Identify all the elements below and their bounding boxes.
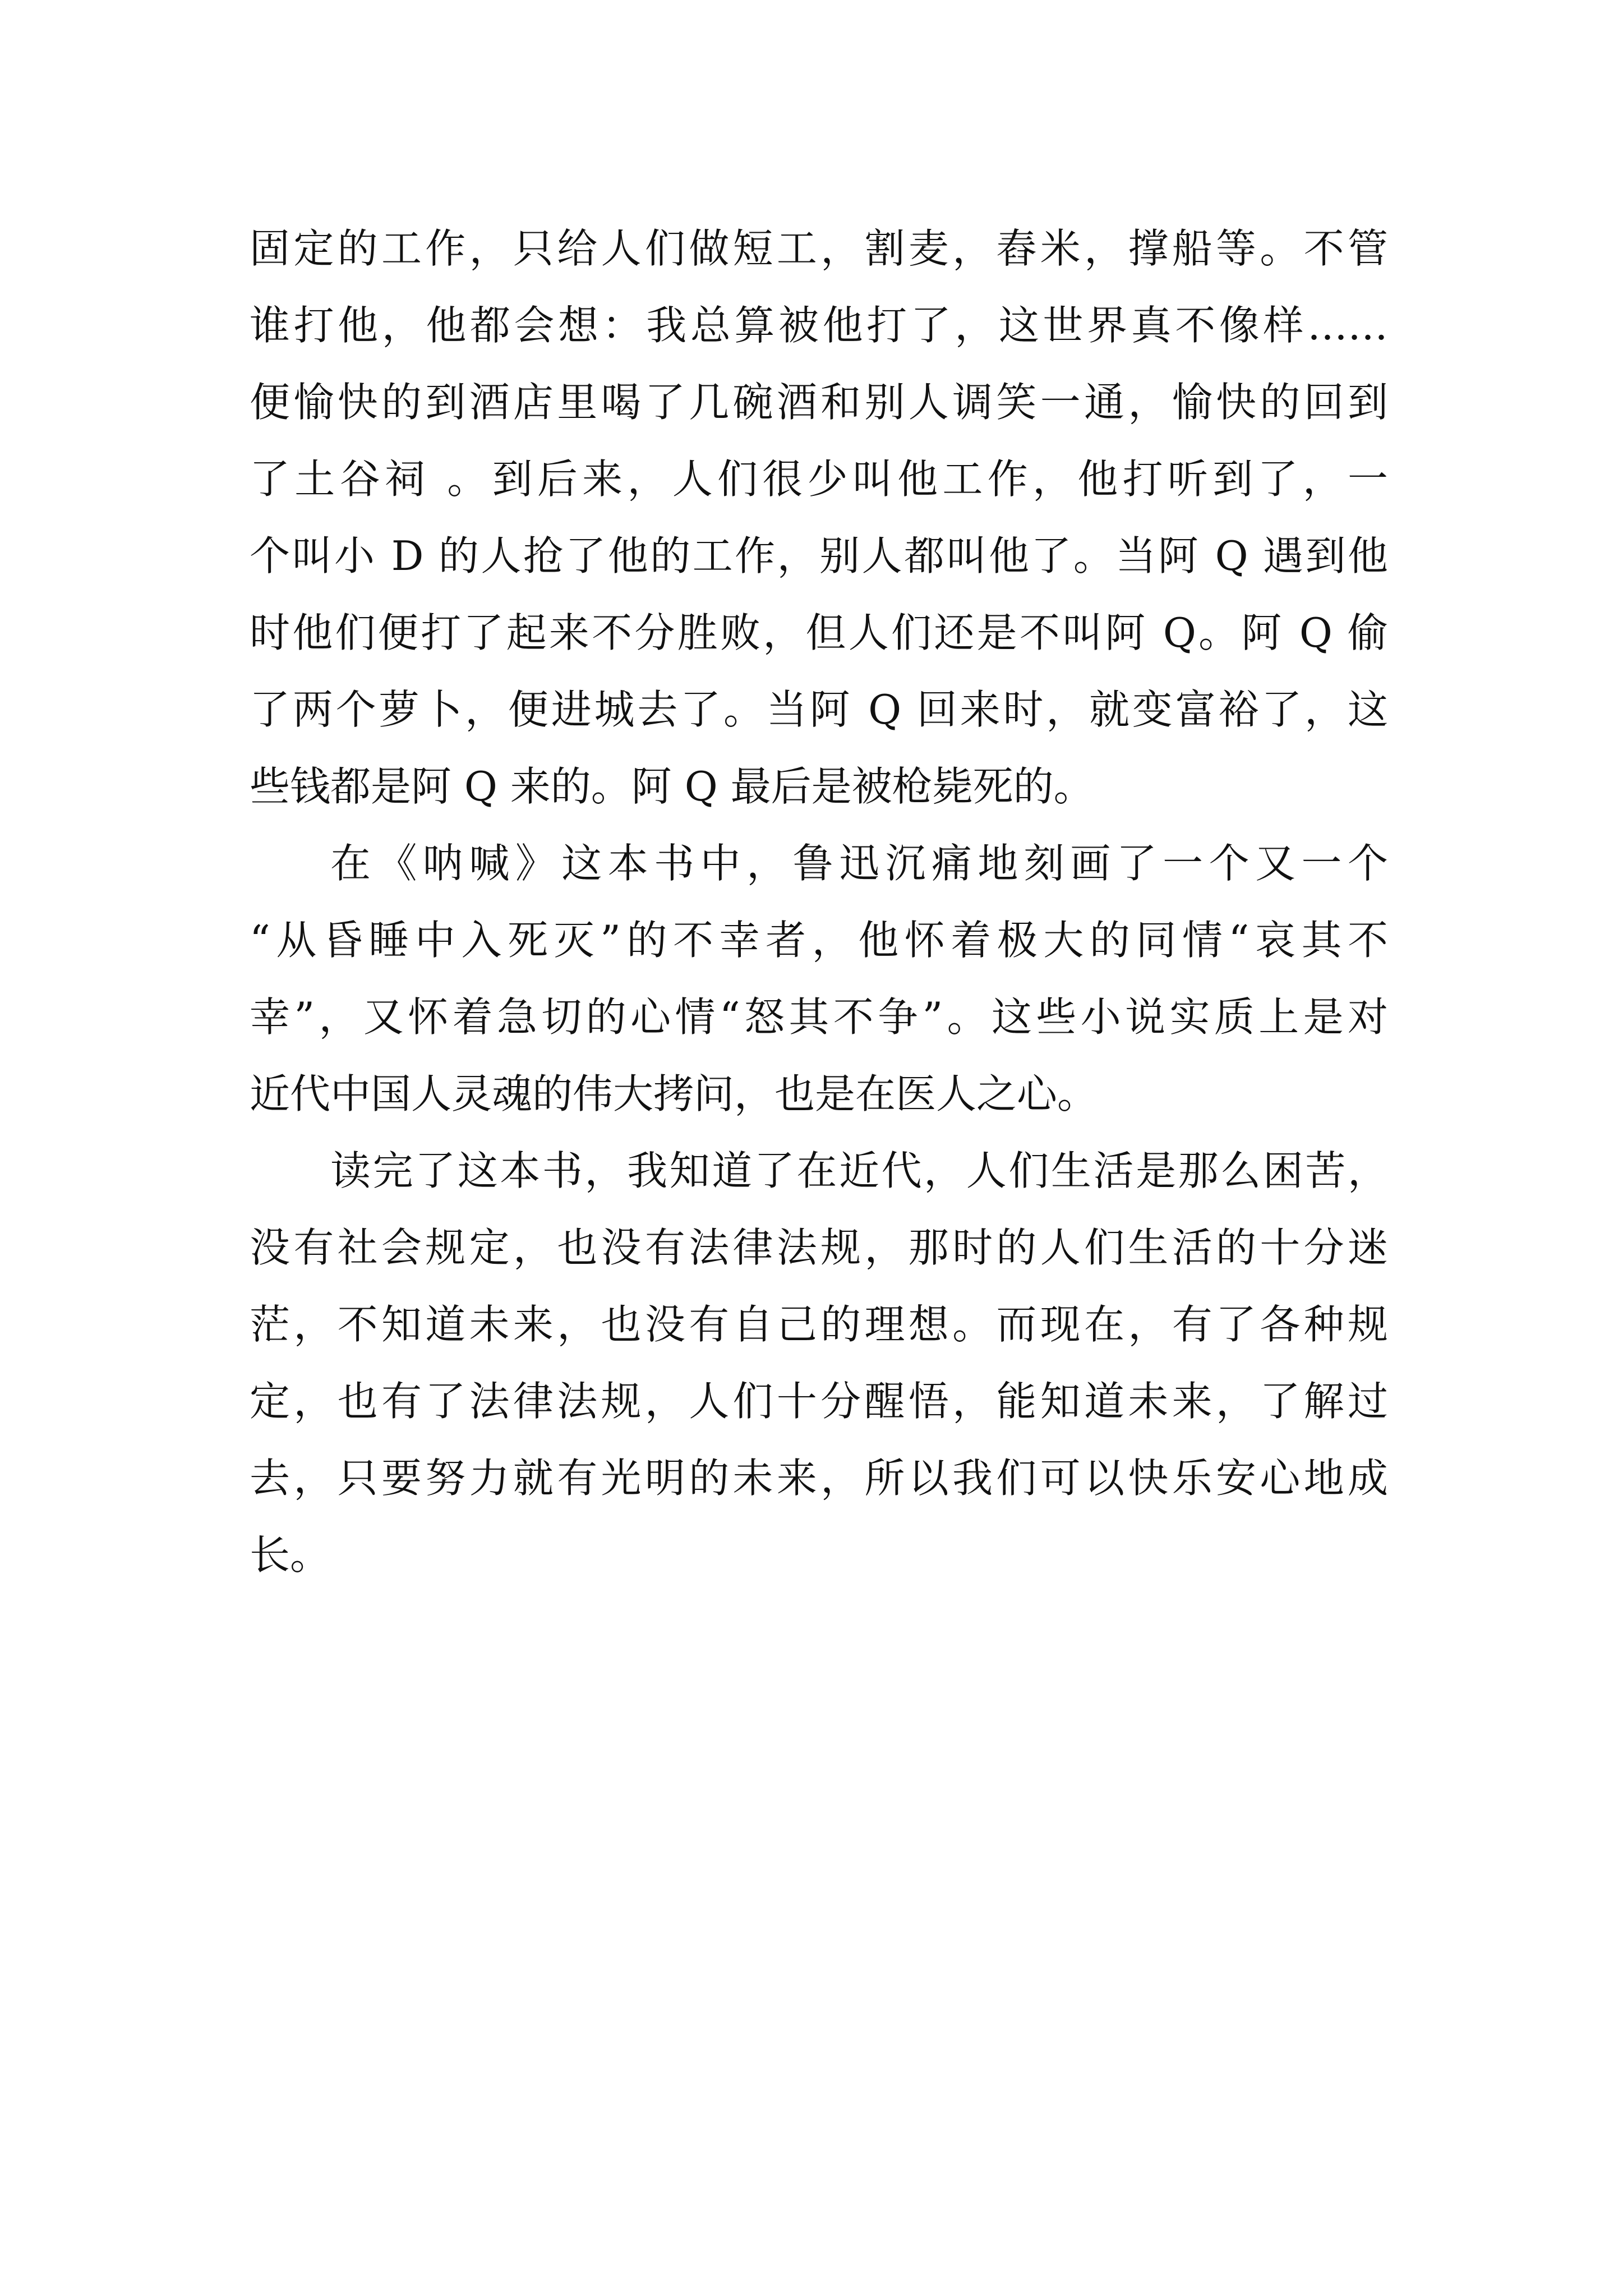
text-line: 固定的工作，只给人们做短工，割麦，舂米，撑船等。不管 bbox=[250, 225, 1388, 272]
paragraph-3 bbox=[250, 1133, 1388, 1594]
text-line: 没有社会规定，也没有法律法规，那时的人们生活的十分迷 bbox=[250, 1224, 1388, 1271]
text-line: 谁打他，他都会想：我总算被他打了，这世界真不像样…… bbox=[250, 302, 1388, 349]
text-line: 近代中国人灵魂的伟大拷问，也是在医人之心。 bbox=[250, 1070, 1098, 1117]
text-line: 茫，不知道未来，也没有自己的理想。而现在，有了各种规 bbox=[250, 1301, 1388, 1348]
text-line: 幸”，又怀着急切的心情“怒其不争”。这些小说实质上是对 bbox=[250, 993, 1388, 1041]
paragraph-2 bbox=[250, 825, 1388, 1133]
text-line: 读完了这本书，我知道了在近代，人们生活是那么困苦， bbox=[330, 1147, 1388, 1194]
text-line: 个叫小 D 的人抢了他的工作，别人都叫他了。当阿 Q 遇到他 bbox=[250, 532, 1388, 579]
document-body bbox=[250, 210, 1388, 1594]
text-line: 长。 bbox=[250, 1531, 331, 1579]
text-line: “从昏睡中入死灭”的不幸者，他怀着极大的同情“哀其不 bbox=[250, 917, 1388, 964]
paragraph-1 bbox=[250, 210, 1388, 825]
text-line: 在《呐喊》这本书中，鲁迅沉痛地刻画了一个又一个 bbox=[330, 840, 1388, 887]
text-line: 些钱都是阿 Q 来的。阿 Q 最后是被枪毙死的。 bbox=[250, 763, 1094, 810]
text-line: 时他们便打了起来不分胜败，但人们还是不叫阿 Q。阿 Q 偷 bbox=[250, 609, 1388, 656]
text-line: 去，只要努力就有光明的未来，所以我们可以快乐安心地成 bbox=[250, 1455, 1388, 1502]
text-line: 了土谷祠 。到后来，人们很少叫他工作，他打听到了，一 bbox=[250, 455, 1388, 503]
text-line: 便愉快的到酒店里喝了几碗酒和别人调笑一通，愉快的回到 bbox=[250, 379, 1388, 426]
text-line: 定，也有了法律法规，人们十分醒悟，能知道未来，了解过 bbox=[250, 1378, 1388, 1425]
text-line: 了两个萝卜，便进城去了。当阿 Q 回来时，就变富裕了，这 bbox=[250, 686, 1388, 733]
